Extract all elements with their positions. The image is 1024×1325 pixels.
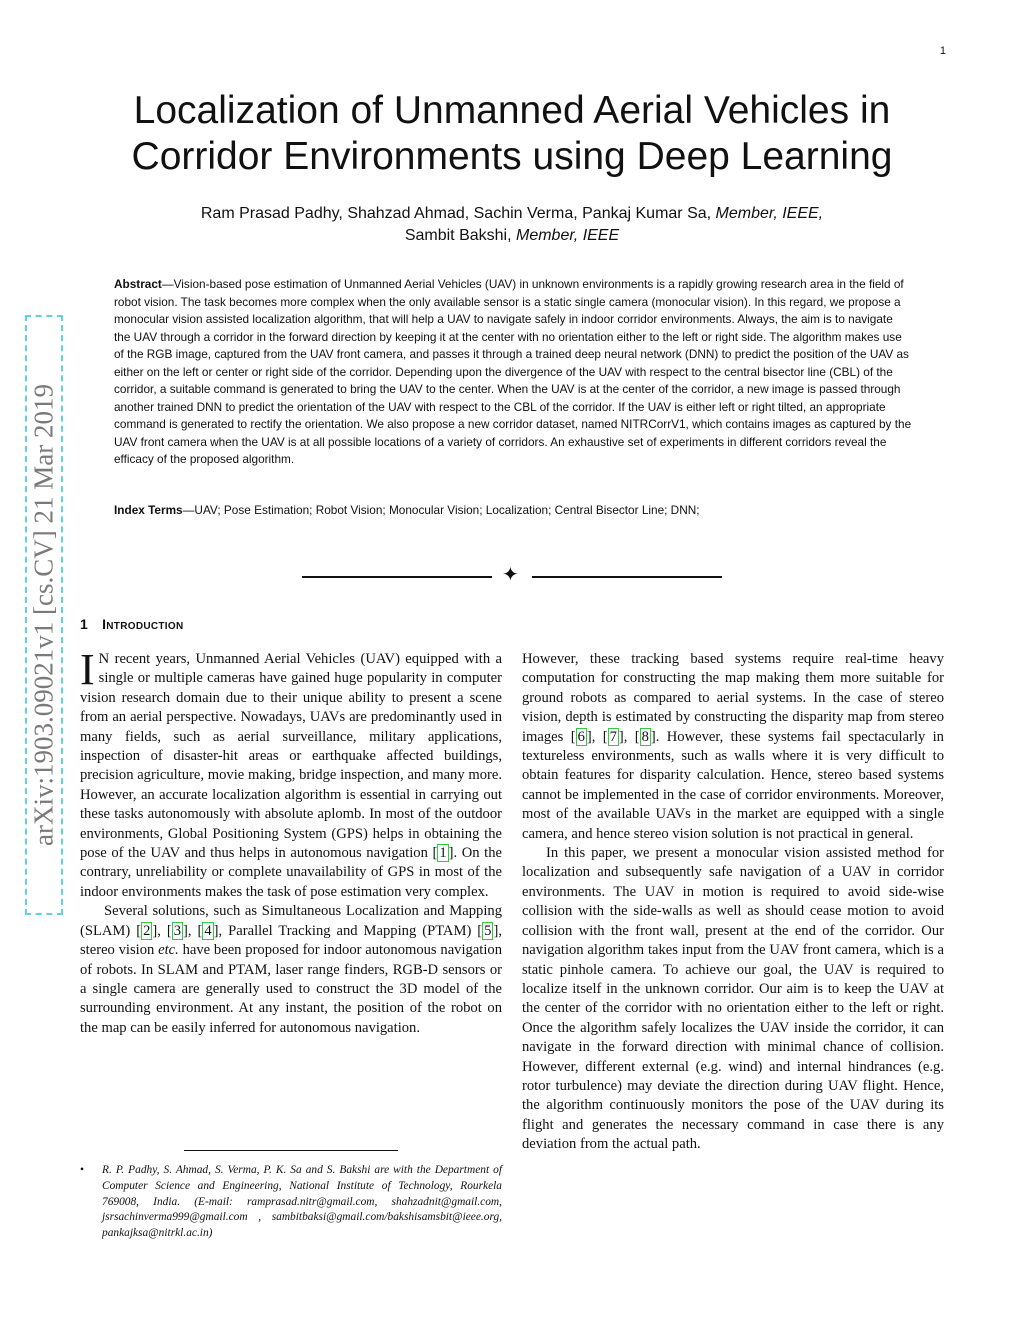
intro-paragraph-1: I N recent years, Unmanned Aerial Vehicles (UAV) equipped with a single or multiple cameras have gained huge popularity in computer vision research domain due to their unique ability to present a scene from an aerial perspective. Nowadays, UAVs are predominantly used in many fields, such as aerial surveillance, military applications, inspection of disaster-hit areas or earthquake affected buildings, precision agriculture, movie making, bridge inspection, and many more. However, an accurate localization algorithm is essential in carrying out these tasks autonomously with absolute aplomb. In most of the outdoor environments, Global Positioning System (GPS) helps in obtaining the pose of the UAV and thus helps in autonomous navigation [ 1 ]. On the contrary, unreliability or complete unavailability of GPS in most of the indoor environments makes the task of pose estimation very complex. — [80, 645, 502, 900]
page-number: 1 — [939, 45, 946, 57]
paragraph-text: . On the contrary, unreliability or complete unavailability of GPS in most of the indoor environments makes the task of pose estimation very complex. — [80, 845, 502, 900]
index-terms-dash: — — [182, 503, 195, 517]
footnote-text: R. P. Padhy, S. Ahmad, S. Verma, P. K. Sa and S. Bakshi are with the Department of Computer Science and Engineering, National Institute of Technology, Rourkela 769008, India. (E-mail: ramprasad.nitr@gmail.com, shahzadnit@gmail.com, jsrsachinverma999@gmail.com , sambitbaksi@gmail.com/bakshisamsbit@ieee.org, pankajksa@nitrkl.ac.in) — [102, 1164, 502, 1240]
abstract-text: Vision-based pose estimation of Unmanned Aerial Vehicles (UAV) in unknown environments is a rapidly growing research area in the field of robot vision. The task becomes more complex when the only available sensor is a static single camera (monocular vision). In this regard, we propose a monocular vision assisted localization algorithm, that will help a UAV to navigate safely in indoor corridor environments. Always, the aim is to navigate the UAV through a corridor in the forward direction by keeping it at the center with no orientation either to the left or right side. The algorithm makes use of the RGB image, captured from the UAV front camera, and passes it through a trained deep neural network (DNN) to predict the position of the UAV as either on the left or center or right side of the corridor. Depending upon the divergence of the UAV with respect to the central bisector line (CBL) of the corridor, a suitable command is generated to bring the UAV to the center. When the UAV is at the center of the corridor, a new image is passed through another trained DNN to predict the orientation of the UAV with respect to the CBL of the corridor. If the UAV is either left or right tilted, an appropriate command is generated to rectify the orientation. We also propose a new corridor dataset, named NITRCorrV1, which contains images as captured by the UAV front camera when the UAV is at all possible locations of a variety of corridors. An exhaustive set of experiments in different corridors reveal the efficacy of the proposed algorithm. — [114, 277, 912, 466]
affiliation-footnote — [80, 1163, 502, 1242]
paragraph-text: , Parallel Tracking and Mapping (PTAM) — [218, 922, 478, 939]
citation-link[interactable]: 3 — [173, 922, 182, 939]
section-heading-introduction — [80, 616, 183, 632]
paragraph-text: , stereo vision — [80, 922, 502, 959]
abstract — [114, 276, 912, 469]
citation-link[interactable]: 1 — [439, 845, 447, 862]
citation-link[interactable]: 5 — [484, 922, 492, 939]
citation-link[interactable]: 7 — [609, 728, 617, 745]
paragraph-text: have been proposed for indoor autonomous navigation of robots. In SLAM and PTAM, laser range finders, RGB-D sensors or a single camera are generally used to construct the 3D model of the surrounding environment. At any instant, the position of the robot on the map can be easily inferred for autonomous navigation. — [80, 942, 503, 1036]
index-terms-text: UAV; Pose Estimation; Robot Vision; Monocular Vision; Localization; Central Bisector Line; DNN; — [194, 503, 700, 517]
etc-text: etc. — [158, 942, 179, 959]
footnote-rule — [184, 1150, 398, 1151]
intro-paragraph-3: However, these tracking based systems require real-time heavy computation for constructing the map making them more suitable for ground robots as compared to aerial systems. In the case of stereo vision, depth is estimated by constructing the disparity map from stereo images [ 6 ], [ 7 ], [ 8 ]. However, these systems fail spectacularly in textureless environments, such as walls where it is very difficult to obtain features for disparity calculation. Hence, stereo based systems cannot be implemented in the case of corridor environments. Moreover, most of the available UAVs in the market are equipped with a single camera, and hence stereo vision solution is not practical in general. — [522, 651, 944, 842]
index-terms — [114, 502, 914, 519]
intro-paragraph-2: Several solutions, such as Simultaneous Localization and Mapping (SLAM) [ 2 ], [ 3 ], [ 4 ], Parallel Tracking and Mapping (PTAM) [ 5 ], stereo vision etc. have been proposed for indoor autonomous navigation of robots. In SLAM and PTAM, laser range finders, RGB-D sensors or a single camera are generally used to construct the 3D model of the surrounding environment. At any instant, the position of the robot on the map can be easily inferred for autonomous navigation. — [80, 903, 503, 1036]
citation-link[interactable]: 8 — [641, 728, 649, 745]
divider-star-icon: ✦ — [502, 562, 519, 586]
citation-link[interactable]: 4 — [204, 922, 212, 939]
author-membership-2: Member, IEEE — [516, 227, 620, 245]
paragraph-text: However, these tracking based systems require real-time heavy computation for constructing the map making them more suitable for ground robots as compared to aerial systems. In the case of stereo vision, depth is estimated by constructing the disparity map from stereo images — [522, 651, 944, 745]
drop-cap: I — [80, 645, 95, 694]
abstract-dash: — — [161, 277, 174, 291]
paragraph-text: . However, these systems fail spectacularly in textureless environments, such as walls where it is very difficult to obtain features for disparity calculation. Hence, stereo based systems cannot be implemented in the case of corridor environments. Moreover, most of the available UAVs in the market are equipped with a single camera, and hence stereo vision solution is not practical in general. — [522, 728, 944, 842]
paragraph-text: recent years, Unmanned Aerial Vehicles (UAV) equipped with a single or multiple cameras have gained huge popularity in computer vision research domain due to their unique ability to present a scene from an aerial perspective. Nowadays, UAVs are predominantly used in many fields, such as aerial surveillance, military applications, inspection of disaster-hit areas or earthquake affected buildings, precision agriculture, movie making, bridge inspection, and many more. However, an accurate localization algorithm is essential in carrying out these tasks autonomously with absolute aplomb. In most of the outdoor environments, Global Positioning System (GPS) helps in obtaining the pose of the UAV and thus helps in autonomous navigation — [80, 651, 502, 862]
right-column — [522, 650, 944, 1155]
citation-link[interactable]: 6 — [577, 728, 585, 745]
divider-line-left — [302, 576, 492, 578]
abstract-label: Abstract — [114, 277, 162, 291]
section-divider — [302, 562, 722, 586]
paper-title: Localization of Unmanned Aerial Vehicles in Corridor Environments using Deep Learning — [131, 89, 893, 179]
section-number: 1 — [80, 616, 89, 632]
divider-line-right — [532, 576, 722, 578]
left-column — [80, 645, 503, 1038]
author-membership-1: Member, IEEE, — [715, 205, 824, 222]
author-list — [80, 203, 944, 248]
index-terms-label: Index Terms — [114, 503, 183, 517]
lead-in-text: N — [98, 651, 110, 667]
intro-paragraph-4: In this paper, we present a monocular vision assisted method for localization and subsequently safe navigation of a UAV in corridor environments. The UAV in motion is required to avoid side-wise collision with the side-walls as well as should cease motion to avoid collision with the front wall, present at the end of the corridor. Our navigation algorithm takes input from the UAV front camera, which is a static pinhole camera. To achieve our goal, the UAV is required to localize itself in the unknown corridor. Our aim is to keep the UAV at the center of the corridor with no orientation either to the left or right. Once the algorithm safely localizes the UAV inside the corridor, it can navigate in the forward direction with minimal chance of collision. However, different external (e.g. wind) and internal hindrances (e.g. rotor turbulence) may deviate the direction during UAV flight. Hence, the algorithm continuously monitors the pose of the UAV during its flight and generates the necessary command in case there is any deviation from the actual path. — [522, 845, 944, 1153]
authors-line-2: Sambit Bakshi, — [404, 227, 512, 245]
arxiv-id: arXiv:1903.09021v1 [cs.CV] 21 Mar 2019 — [28, 384, 59, 846]
paragraph-text: Several solutions, such as Simultaneous Localization and Mapping (SLAM) — [80, 903, 502, 939]
authors-line-1: Ram Prasad Padhy, Shahzad Ahmad, Sachin Verma, Pankaj Kumar Sa, — [200, 205, 712, 222]
footnote-bullet: • — [80, 1164, 84, 1176]
citation-link[interactable]: 2 — [143, 922, 151, 939]
arxiv-watermark — [25, 315, 63, 915]
section-title: Introduction — [102, 616, 184, 632]
